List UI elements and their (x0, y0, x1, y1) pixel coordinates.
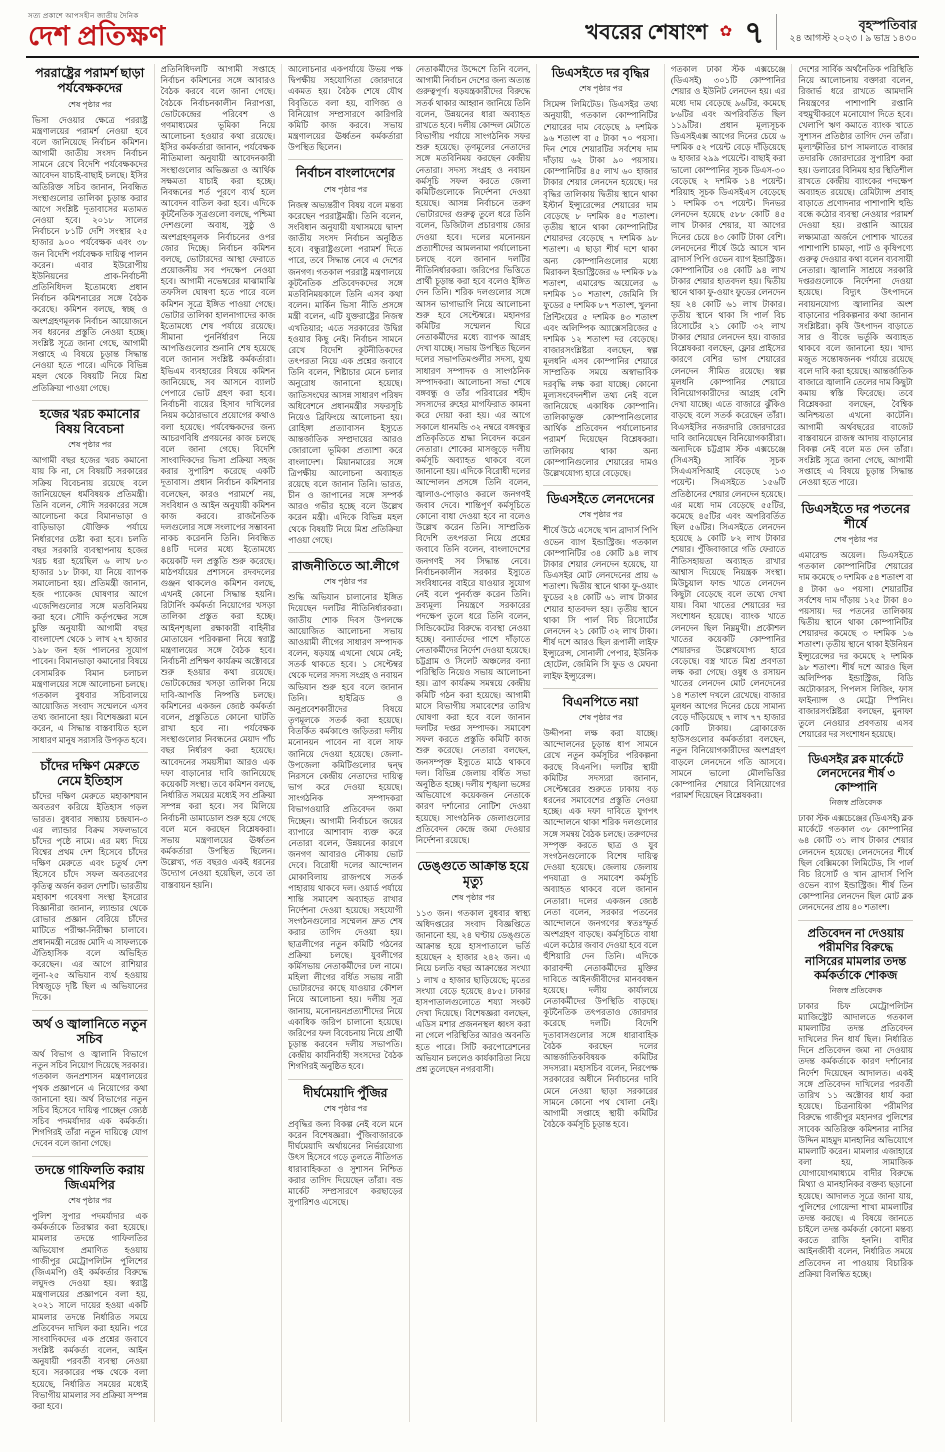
continued-label: শেষ পৃষ্ঠার পর (67, 1196, 112, 1206)
article-body: নেতাকর্মীদের উদ্দেশে তিনি বলেন, আগামী নির্বাচন দেশের জন্য অত্যন্ত গুরুত্বপূর্ণ। ষড়যন্ত্রকারীদের বিরুদ্ধে সতর্ক থাকার আহ্বান জানিয়ে তিনি বলেন, উন্নয়নের ধারা অব্যাহত রাখতে হবে। দলীয় কোন্দল মেটাতে বিভাগীয় পর্যায়ে সাংগঠনিক সফর শুরু হয়েছে। তৃণমূলের নেতাদের সঙ্গে মতবিনিময় করছেন কেন্দ্রীয় নেতারা। সদস্য সংগ্রহ ও নবায়ন কর্মসূচি সফল করতে জেলা কমিটিগুলোকে নির্দেশনা দেওয়া হয়েছে। আসন্ন নির্বাচনে তরুণ ভোটারদের গুরুত্ব তুলে ধরে তিনি বলেন, ডিজিটাল প্রচারণায় জোর দেওয়া হবে। দলের মনোনয়ন প্রত্যাশীদের আমলনামা পর্যালোচনা চলছে বলে জানান দলটির নীতিনির্ধারকরা। জরিপের ভিত্তিতে প্রার্থী চূড়ান্ত করা হবে বলেও ইঙ্গিত দেন তিনি। শরিক দলগুলোর সঙ্গে আসন ভাগাভাগি নিয়ে আলোচনা শুরু হবে সেপ্টেম্বরে। মহানগর কমিটির সম্মেলন ঘিরে নেতাকর্মীদের মধ্যে ব্যাপক আগ্রহ দেখা যাচ্ছে। সভায় উপস্থিত ছিলেন দলের সভাপতিমণ্ডলীর সদস্য, যুগ্ম সাধারণ সম্পাদক ও সাংগঠনিক সম্পাদকরা। আলোচনা সভা শেষে বঙ্গবন্ধু ও তাঁর পরিবারের শহীদ সদস্যদের রুহের মাগফিরাত কামনা করে দোয়া করা হয়। এর আগে সকালে ধানমন্ডি ৩২ নম্বরে বঙ্গবন্ধুর প্রতিকৃতিতে শ্রদ্ধা নিবেদন করেন নেতারা। শোকের মাসজুড়ে দলীয় কর্মসূচি অব্যাহত থাকবে বলে জানানো হয়। এদিকে বিরোধী দলের আন্দোলন প্রসঙ্গে তিনি বলেন, জ্বালাও-পোড়াও করলে জনগণই জবাব দেবে। শান্তিপূর্ণ কর্মসূচিতে কোনো বাধা দেওয়া হবে না বলেও উল্লেখ করেন তিনি। সাম্প্রতিক বিদেশি তৎপরতা নিয়ে প্রশ্নের জবাবে তিনি বলেন, বাংলাদেশের জনগণই সব সিদ্ধান্ত নেবে। নির্বাচনকালীন সরকার ইস্যুতে সংবিধানের বাইরে যাওয়ার সুযোগ নেই বলে পুনর্ব্যক্ত করেন তিনি। দ্রব্যমূল্য নিয়ন্ত্রণে সরকারের পদক্ষেপ তুলে ধরে তিনি বলেন, সিন্ডিকেটের বিরুদ্ধে ব্যবস্থা নেওয়া হচ্ছে। বন্যার্তদের পাশে দাঁড়াতে নেতাকর্মীদের নির্দেশ দেওয়া হয়েছে। চট্টগ্রাম ও সিলেট অঞ্চলের বন্যা পরিস্থিতি নিয়েও সভায় আলোচনা হয়। ত্রাণ কার্যক্রম সমন্বয়ে কেন্দ্রীয় কমিটি গঠন করা হয়েছে। আগামী মাসে বিভাগীয় সমাবেশের তারিখ ঘোষণা করা হবে বলে জানান দলটির দপ্তর সম্পাদক। সমাবেশ সফল করতে প্রস্তুতি কমিটি কাজ শুরু করেছে। নেতারা বলছেন, জনসম্পৃক্ত ইস্যুতে মাঠে থাকবে দল। বিভিন্ন জেলায় বর্ধিত সভা অনুষ্ঠিত হচ্ছে। দলীয় শৃঙ্খলা ভঙ্গের অভিযোগে কয়েকজন নেতাকে কারণ দর্শানোর নোটিশ দেওয়া হয়েছে। সাংগঠনিক জেলাগুলোর প্রতিবেদন কেন্দ্রে জমা দেওয়ার নির্দেশনা রয়েছে। (415, 65, 531, 845)
article-block (32, 400, 148, 746)
newspaper-logo: দেশ প্রতিক্ষণ (28, 21, 166, 51)
continued-label: শেষ পৃষ্ঠার পর (323, 184, 368, 194)
article-body: অর্থ বিভাগ ও জ্বালানি বিভাগে নতুন সচিব নিয়োগ দিয়েছে সরকার। গতকাল জনপ্রশাসন মন্ত্রণালয়ের পৃথক প্রজ্ঞাপনে এ নিয়োগের কথা জানানো হয়। অর্থ বিভাগের নতুন সচিব হিসেবে দায়িত্ব পাচ্ছেন জ্যেষ্ঠ সচিব পদমর্যাদার এক কর্মকর্তা। শিগগিরই তাঁরা নতুন দায়িত্বে যোগ দেবেন বলে জানা গেছে। (32, 1050, 148, 1149)
article-block (671, 64, 786, 801)
article-body: শুদ্ধি অভিযান চালানোর ইঙ্গিত দিয়েছেন দলটির নীতিনির্ধারকরা। জাতীয় শোক দিবস উপলক্ষে আয়োজিত আলোচনা সভায় আওয়ামী লীগের সাধারণ সম্পাদক বলেন, ষড়যন্ত্র এখনো থেমে নেই; সতর্ক থাকতে হবে। ১ সেপ্টেম্বর থেকে দলের সদস্য সংগ্রহ ও নবায়ন অভিযান শুরু হবে বলে জানান তিনি। হাইব্রিড ও অনুপ্রবেশকারীদের বিষয়ে তৃণমূলকে সতর্ক করা হয়েছে। বিতর্কিত কর্মকাণ্ডে জড়িতরা দলীয় মনোনয়ন পাবেন না বলে সাফ জানিয়ে দেওয়া হয়েছে। জেলা-উপজেলা কমিটিগুলোর দ্বন্দ্ব নিরসনে কেন্দ্রীয় নেতাদের দায়িত্ব ভাগ করে দেওয়া হয়েছে। সাংগঠনিক সম্পাদকরা বিভাগওয়ারি প্রতিবেদন জমা দিচ্ছেন। আগামী নির্বাচনে জয়ের ব্যাপারে আশাবাদ ব্যক্ত করে নেতারা বলেন, উন্নয়নের কারণে জনগণ আবারও নৌকায় ভোট দেবে। বিরোধী দলের আন্দোলন মোকাবিলায় রাজপথে সতর্ক পাহারায় থাকবে দল। ওয়ার্ড পর্যায়ে শান্তি সমাবেশ অব্যাহত রাখার নির্দেশনা দেওয়া হয়েছে। সহযোগী সংগঠনগুলোর সম্মেলন দ্রুত শেষ করার তাগিদ দেওয়া হয়। ছাত্রলীগের নতুন কমিটি গঠনের প্রক্রিয়া চলছে। যুবলীগের কর্মিসভায় নেতাকর্মীদের ঢল নামে। মহিলা লীগের বর্ধিত সভায় নারী ভোটারদের কাছে যাওয়ার কৌশল নিয়ে আলোচনা হয়। দলীয় সূত্র জানায়, মনোনয়নপ্রত্যাশীদের নিয়ে একাধিক জরিপ চালানো হয়েছে। জরিপের ফল বিবেচনায় নিয়ে প্রার্থী চূড়ান্ত করবেন দলীয় সভাপতি। কেন্দ্রীয় কার্যনির্বাহী সংসদের বৈঠক শিগগিরই অনুষ্ঠিত হবে। (288, 593, 403, 1072)
continued-label: শেষ পৃষ্ঠার পর (578, 84, 623, 94)
article-headline: ডিএসইতে দর পতনের শীর্ষে (801, 501, 910, 531)
article-body: গতকাল ঢাকা স্টক এক্সচেঞ্জে (ডিএসই) ৩০১টি কোম্পানির শেয়ার ও ইউনিট লেনদেন হয়। এর মধ্যে দাম বেড়েছে ৯৬টির, কমেছে ৮৬টির এবং অপরিবর্তিত ছিল ১১৯টির। প্রধান মূল্যসূচক ডিএসইএক্স আগের দিনের চেয়ে ৬ দশমিক ৫২ পয়েন্ট বেড়ে দাঁড়িয়েছে ৬ হাজার ২৯৯ পয়েন্টে। বাছাই করা ভালো কোম্পানির সূচক ডিএস-৩০ বেড়েছে ২ দশমিক ১৪ পয়েন্ট। শরিয়াহ সূচক ডিএসইএস বেড়েছে ১ দশমিক ৩৭ পয়েন্ট। দিনভর লেনদেন হয়েছে ৫৮৮ কোটি ৪৫ লাখ টাকার শেয়ার, যা আগের দিনের চেয়ে ৪৩ কোটি টাকা বেশি। লেনদেনের শীর্ষে উঠে আসে খান ব্রাদার্স পিপি ওভেন ব্যাগ ইন্ডাস্ট্রিজ। কোম্পানিটির ৩৪ কোটি ৯৪ লাখ টাকার শেয়ার হাতবদল হয়। দ্বিতীয় স্থানে থাকা ফু-ওয়াং ফুডের লেনদেন হয় ২৪ কোটি ৬১ লাখ টাকার। তৃতীয় স্থানে থাকা সি পার্ল বিচ রিসোর্টের ২১ কোটি ৩২ লাখ টাকার শেয়ার লেনদেন হয়। বাজার বিশ্লেষকরা বলছেন, ফ্লোর প্রাইসের কারণে বেশির ভাগ শেয়ারের লেনদেন সীমিত রয়েছে। স্বল্প মূলধনি কোম্পানির শেয়ারে বিনিয়োগকারীদের আগ্রহ বেশি দেখা যাচ্ছে। এতে বাজারে ঝুঁকিও বাড়ছে বলে সতর্ক করেছেন তাঁরা। বিএসইসির নজরদারি জোরদারের দাবি জানিয়েছেন বিনিয়োগকারীরা। অন্যদিকে চট্টগ্রাম স্টক এক্সচেঞ্জে (সিএসই) সার্বিক সূচক সিএএসপিআই বেড়েছে ১৩ পয়েন্ট। সিএসইতে ১৫৬টি প্রতিষ্ঠানের শেয়ার লেনদেন হয়েছে। এর মধ্যে দাম বেড়েছে ৫৫টির, কমেছে ৪৫টির এবং অপরিবর্তিত ছিল ৫৬টির। সিএসইতে লেনদেন হয়েছে ৯ কোটি ৮২ লাখ টাকার শেয়ার। পুঁজিবাজারে গতি ফেরাতে নীতিসহায়তা অব্যাহত রাখার আশ্বাস দিয়েছে নিয়ন্ত্রক সংস্থা। মিউচুয়াল ফান্ড খাতে লেনদেন কিছুটা বেড়েছে বলে তথ্যে দেখা যায়। বিমা খাতের শেয়ারের দর সংশোধন হয়েছে। ব্যাংক খাতে লেনদেন ছিল নিম্নমুখী। প্রকৌশল খাতের কয়েকটি কোম্পানির শেয়ারদর উল্লেখযোগ্য হারে বেড়েছে। বস্ত্র খাতে মিশ্র প্রবণতা লক্ষ করা গেছে। ওষুধ ও রসায়ন খাতের লেনদেন মোট লেনদেনের ১৪ শতাংশ দখলে রেখেছে। বাজার মূলধন আগের দিনের চেয়ে সামান্য বেড়ে দাঁড়িয়েছে ৭ লাখ ৭৭ হাজার কোটি টাকায়। ব্রোকারেজ হাউসগুলোর কর্মকর্তারা বলছেন, নতুন বিনিয়োগকারীদের অংশগ্রহণ বাড়লে লেনদেনে গতি আসবে। সামনে ভালো মৌলভিত্তির কোম্পানির শেয়ারে বিনিয়োগের পরামর্শ দিয়েছেন বিশ্লেষকরা। (670, 65, 786, 801)
article-headline: রাজনীতিতে আ.লীগে (291, 558, 399, 573)
article-block (798, 495, 913, 740)
article-headline: ডিএসইর ব্লক মার্কেটে লেনদেনের শীর্ষ ৩ কোম্পানি (808, 753, 904, 794)
continued-label: শেষ পৃষ্ঠার পর (323, 1103, 368, 1113)
flower-ornament-icon: ✿ (719, 23, 733, 40)
article-headline: হজের খরচ কমানোর বিষয় বিবেচনা (39, 406, 140, 437)
byline-label: নিজস্ব প্রতিবেদক (829, 985, 883, 995)
column-2 (154, 64, 282, 1422)
content-columns (26, 64, 919, 1422)
continued-label: শেষ পৃষ্ঠার পর (833, 535, 878, 545)
article-body: শীর্ষে উঠে এসেছে খান ব্রাদার্স পিপি ওভেন ব্যাগ ইন্ডাস্ট্রিজ। গতকাল কোম্পানিটির ৩৪ কোটি ৯৪ লাখ টাকার শেয়ার লেনদেন হয়েছে, যা ডিএসইর মোট লেনদেনের প্রায় ৬ শতাংশ। দ্বিতীয় স্থানে থাকা ফু-ওয়াং ফুডের ২৪ কোটি ৬১ লাখ টাকার শেয়ার হাতবদল হয়। তৃতীয় স্থানে থাকা সি পার্ল বিচ রিসোর্টের লেনদেন ২১ কোটি ৩২ লাখ টাকা। শীর্ষ দশে আরও ছিল রূপালী লাইফ ইন্স্যুরেন্স, সোনালী পেপার, ইউনিক হোটেল, জেমিনি সি ফুড ও মেঘনা লাইফ ইন্স্যুরেন্স। (543, 526, 658, 681)
article-headline: চাঁদের দক্ষিণ মেরুতে নেমে ইতিহাস (40, 758, 140, 789)
column-7 (791, 64, 919, 1422)
date-block (789, 18, 917, 46)
article-block (416, 64, 531, 846)
article-headline: ডিএসইতে লেনদেনের (546, 492, 655, 507)
column-5 (536, 64, 664, 1422)
article-body: প্রতিনিধিদলটি আগামী সপ্তাহে নির্বাচন কমিশনের সঙ্গে আবারও বৈঠক করবে বলে জানা গেছে। বৈঠকে নির্বাচনকালীন নিরাপত্তা, ভোটকেন্দ্রের পরিবেশ ও গণমাধ্যমের ভূমিকা নিয়ে আলোচনা হওয়ার কথা রয়েছে। ইসির কর্মকর্তারা জানান, পর্যবেক্ষক নীতিমালা অনুযায়ী আবেদনকারী সংস্থাগুলোর অভিজ্ঞতা ও আর্থিক সক্ষমতা যাচাই করা হচ্ছে। নিবন্ধনের শর্ত পূরণে ব্যর্থ হলে আবেদন বাতিল করা হবে। এদিকে কূটনৈতিক সূত্রগুলো বলছে, পশ্চিমা দেশগুলো অবাধ, সুষ্ঠু ও অংশগ্রহণমূলক নির্বাচনের ওপর জোর দিচ্ছে। নির্বাচন কমিশন বলছে, ভোটারদের আস্থা ফেরাতে প্রয়োজনীয় সব পদক্ষেপ নেওয়া হবে। আগামী নভেম্বরের মাঝামাঝি তফসিল ঘোষণা হতে পারে বলে কমিশন সূত্রে ইঙ্গিত পাওয়া গেছে। ভোটার তালিকা হালনাগাদের কাজ ইতোমধ্যে শেষ পর্যায়ে রয়েছে। সীমানা পুনর্নির্ধারণ নিয়ে আপত্তিগুলোর শুনানি শেষ হয়েছে বলে জানান সংশ্লিষ্ট কর্মকর্তারা। ইভিএম ব্যবহারের বিষয়ে কমিশন জানিয়েছে, সব আসনে ব্যালট পেপারে ভোট গ্রহণ করা হবে। নির্বাচনী ব্যয়ের হিসাব দাখিলের নিয়ম কঠোরভাবে প্রয়োগের কথাও বলা হয়েছে। পর্যবেক্ষকদের জন্য আচরণবিধি প্রণয়নের কাজ চলছে বলে জানা গেছে। বিদেশি সাংবাদিকদের ভিসা প্রক্রিয়া সহজ করার সুপারিশ করেছে একটি দূতাবাস। প্রধান নির্বাচন কমিশনার বলেছেন, কারও পরামর্শে নয়, সংবিধান ও আইন অনুযায়ী কমিশন কাজ করবে। রাজনৈতিক দলগুলোর সঙ্গে সংলাপের সম্ভাবনা নাকচ করেননি তিনি। নিবন্ধিত ৪৪টি দলের মধ্যে ইতোমধ্যে কয়েকটি দল প্রস্তুতি শুরু করেছে। মাঠপর্যায়ের প্রশাসনে রদবদলের গুঞ্জন থাকলেও কমিশন বলছে, এখনই কোনো সিদ্ধান্ত হয়নি। রিটার্নিং কর্মকর্তা নিয়োগের খসড়া তালিকা প্রস্তুত করা হচ্ছে। আইনশৃঙ্খলা রক্ষাকারী বাহিনীর মোতায়েন পরিকল্পনা নিয়ে স্বরাষ্ট্র মন্ত্রণালয়ের সঙ্গে বৈঠক হবে। নির্বাচনী প্রশিক্ষণ কার্যক্রম অক্টোবরে শুরু হওয়ার কথা রয়েছে। ভোটকেন্দ্রের খসড়া তালিকা নিয়ে দাবি-আপত্তি নিষ্পত্তি চলছে। কমিশনের একজন জ্যেষ্ঠ কর্মকর্তা বলেন, প্রস্তুতিতে কোনো ঘাটতি রাখা হবে না। পর্যবেক্ষক সংস্থাগুলোর নিবন্ধনের মেয়াদ পাঁচ বছর নির্ধারণ করা হয়েছে। আবেদনের সময়সীমা আরও এক দফা বাড়ানোর দাবি জানিয়েছে কয়েকটি সংস্থা। তবে কমিশন বলছে, নির্ধারিত সময়ের মধ্যেই সব প্রক্রিয়া সম্পন্ন করা হবে। সব মিলিয়ে নির্বাচনী ডামাডোল শুরু হয়ে গেছে বলে মনে করছেন বিশ্লেষকরা। সভায় মন্ত্রণালয়ের ঊর্ধ্বতন কর্মকর্তারা উপস্থিত ছিলেন। উল্লেখ্য, গত বছরও একই ধরনের উদ্যোগ নেওয়া হয়েছিল, তবে তা বাস্তবায়ন হয়নি। (160, 65, 276, 890)
article-body: সিমেন্স লিমিটেড। ডিএসইর তথ্য অনুযায়ী, গতকাল কোম্পানিটির শেয়ারের দাম বেড়েছে ৯ দশমিক ৯৬ শতাংশ বা ৫ টাকা ৭০ পয়সা। দিন শেষে শেয়ারটির সর্বশেষ দাম দাঁড়ায় ৬২ টাকা ৯০ পয়সায়। কোম্পানিটির ৪৫ লাখ ৬০ হাজার টাকার শেয়ার লেনদেন হয়েছে। দর বৃদ্ধির তালিকায় দ্বিতীয় স্থানে থাকা ইস্টার্ন ইন্স্যুরেন্সের শেয়ারের দাম বেড়েছে ৮ দশমিক ৪৫ শতাংশ। তৃতীয় স্থানে থাকা কোম্পানিটির শেয়ারদর বেড়েছে ৭ দশমিক ৯৮ শতাংশ। এ ছাড়া শীর্ষ দশে থাকা অন্য কোম্পানিগুলোর মধ্যে মিরাকল ইন্ডাস্ট্রিজের ৬ দশমিক ৮৯ শতাংশ, এমারেল্ড অয়েলের ৬ দশমিক ১০ শতাংশ, জেমিনি সি ফুডের ৫ দশমিক ৮৭ শতাংশ, খুলনা প্রিন্টিংয়ের ৫ দশমিক ৪৩ শতাংশ এবং অলিম্পিক অ্যাক্সেসরিজের ৫ দশমিক ১২ শতাংশ দর বেড়েছে। বাজারসংশ্লিষ্টরা বলছেন, স্বল্প মূলধনি এসব কোম্পানির শেয়ারে সাম্প্রতিক সময়ে অস্বাভাবিক দরবৃদ্ধি লক্ষ করা যাচ্ছে। কোনো মূল্যসংবেদনশীল তথ্য নেই বলে জানিয়েছে একাধিক কোম্পানি। তালিকাভুক্ত কোম্পানিগুলোর আর্থিক প্রতিবেদন পর্যালোচনার পরামর্শ দিয়েছেন বিশ্লেষকরা। তালিকায় থাকা অন্য কোম্পানিগুলোর শেয়ারের দামও উল্লেখযোগ্য হারে বেড়েছে। (543, 100, 658, 478)
article-headline: পররাষ্ট্রের পরামর্শ ছাড়া পর্যবেক্ষকদের (35, 66, 145, 96)
article-block (288, 64, 403, 153)
article-body: পুলিশ সুপার পদমর্যাদার এক কর্মকর্তাকে তিরস্কার করা হয়েছে। মামলার তদন্তে গাফিলতির অভিযোগ প্রমাণিত হওয়ায় গাজীপুর মেট্রোপলিটন পুলিশের (জিএমপি) ওই কর্মকর্তার বিরুদ্ধে লঘুদণ্ড দেওয়া হয়। স্বরাষ্ট্র মন্ত্রণালয়ের প্রজ্ঞাপনে বলা হয়, ২০২১ সালে দায়ের হওয়া একটি মামলার তদন্তে নির্ধারিত সময়ে প্রতিবেদন দাখিল করা হয়নি। পরে সাংবাদিকদের এক প্রশ্নের জবাবে সংশ্লিষ্ট কর্মকর্তা বলেন, আইন অনুযায়ী পরবর্তী ব্যবস্থা নেওয়া হবে। সরকারের পক্ষ থেকে বলা হয়েছে, নির্ধারিত সময়ের মধ্যেই বিভাগীয় মামলার সব প্রক্রিয়া সম্পন্ন করা হবে। (32, 1212, 148, 1411)
column-6 (664, 64, 792, 1422)
masthead-divider (776, 14, 777, 50)
article-body: নিজস্ব অভ্যন্তরীণ বিষয় বলে মন্তব্য করেছেন পররাষ্ট্রমন্ত্রী। তিনি বলেন, সংবিধান অনুযায়ী যথাসময়ে দ্বাদশ জাতীয় সংসদ নির্বাচন অনুষ্ঠিত হবে। বন্ধুরাষ্ট্রগুলো পরামর্শ দিতে পারে, তবে সিদ্ধান্ত নেবে এ দেশের জনগণ। গতকাল পররাষ্ট্র মন্ত্রণালয়ে কূটনৈতিক প্রতিবেদকদের সঙ্গে মতবিনিময়কালে তিনি এসব কথা বলেন। মার্কিন ভিসা নীতি প্রসঙ্গে মন্ত্রী বলেন, এটি যুক্তরাষ্ট্রের নিজস্ব এখতিয়ার; এতে সরকারের উদ্বিগ্ন হওয়ার কিছু নেই। নির্বাচন সামনে রেখে বিদেশি কূটনীতিকদের তৎপরতা নিয়ে এক প্রশ্নের জবাবে তিনি বলেন, শিষ্টাচার মেনে চলার অনুরোধ জানানো হয়েছে। জাতিসংঘের আসন্ন সাধারণ পরিষদ অধিবেশনে প্রধানমন্ত্রীর সফরসূচি নিয়েও ব্রিফিংয়ে আলোচনা হয়। রোহিঙ্গা প্রত্যাবাসন ইস্যুতে আন্তর্জাতিক সম্প্রদায়ের আরও জোরালো ভূমিকা প্রত্যাশা করে বাংলাদেশ। মিয়ানমারের সঙ্গে ত্রিপক্ষীয় আলোচনা অব্যাহত রয়েছে বলে জানান তিনি। ভারত, চীন ও জাপানের সঙ্গে সম্পর্ক আরও গভীর হচ্ছে বলে উল্লেখ করেন মন্ত্রী। এদিকে বিভিন্ন মহল থেকে বিষয়টি নিয়ে মিশ্র প্রতিক্রিয়া পাওয়া গেছে। (288, 200, 403, 545)
continued-label: শেষ পৃষ্ঠার পর (67, 440, 112, 450)
page-number: ৭ (744, 14, 765, 50)
continued-label: শেষ পৃষ্ঠার পর (451, 892, 495, 902)
column-1 (26, 64, 154, 1422)
logo-block (28, 10, 166, 50)
article-block (288, 1079, 403, 1209)
article-block (288, 159, 403, 546)
continued-label: শেষ পৃষ্ঠার পর (578, 713, 623, 722)
article-block (288, 552, 403, 1073)
article-body: ভিসা দেওয়ার ক্ষেত্রে পররাষ্ট্র মন্ত্রণালয়ের পরামর্শ নেওয়া হবে বলে জানিয়েছে নির্বাচন কমিশন। আগামী জাতীয় সংসদ নির্বাচন সামনে রেখে বিদেশি পর্যবেক্ষকদের আবেদন যাচাই-বাছাই চলছে। ইসির অতিরিক্ত সচিব জানান, নিবন্ধিত সংস্থাগুলোর তালিকা চূড়ান্ত করার আগে সংশ্লিষ্ট দূতাবাসের মতামত নেওয়া হবে। ২০১৮ সালের নির্বাচনে ৮১টি দেশি সংস্থার ২৫ হাজার ৯০০ পর্যবেক্ষক এবং ৩৮ জন বিদেশি পর্যবেক্ষক দায়িত্ব পালন করেন। এবার ইউরোপীয় ইউনিয়নের প্রাক-নির্বাচনী প্রতিনিধিদল ইতোমধ্যে প্রধান নির্বাচন কমিশনারের সঙ্গে বৈঠক করেছে। কমিশন বলছে, স্বচ্ছ ও অংশগ্রহণমূলক নির্বাচন আয়োজনে সব ধরনের প্রস্তুতি নেওয়া হচ্ছে। সংশ্লিষ্ট সূত্রে জানা গেছে, আগামী সপ্তাহে এ বিষয়ে চূড়ান্ত সিদ্ধান্ত নেওয়া হতে পারে। এদিকে বিভিন্ন মহল থেকে বিষয়টি নিয়ে মিশ্র প্রতিক্রিয়া পাওয়া গেছে। (32, 115, 148, 393)
article-body: উদ্দীপনা লক্ষ করা যাচ্ছে। আন্দোলনের চূড়ান্ত ধাপ সামনে রেখে নতুন কর্মসূচির পরিকল্পনা করছে বিএনপি। দলটির স্থায়ী কমিটির সদস্যরা জানান, সেপ্টেম্বরের শুরুতে ঢাকায় বড় ধরনের সমাবেশের প্রস্তুতি নেওয়া হচ্ছে। এক দফা দাবিতে যুগপৎ আন্দোলনে থাকা শরিক দলগুলোর সঙ্গে সমন্বয় বৈঠক চলছে। তরুণদের সম্পৃক্ত করতে ছাত্র ও যুব সংগঠনগুলোকে বিশেষ দায়িত্ব দেওয়া হয়েছে। জেলায় জেলায় পদযাত্রা ও সমাবেশ কর্মসূচি অব্যাহত থাকবে বলে জানান নেতারা। দলের একজন জ্যেষ্ঠ নেতা বলেন, সরকার পতনের আন্দোলনে জনগণের স্বতঃস্ফূর্ত অংশগ্রহণ বাড়ছে। কর্মসূচিতে বাধা এলে কঠোর জবাব দেওয়া হবে বলে হুঁশিয়ারি দেন তিনি। এদিকে কারাবন্দী নেতাকর্মীদের মুক্তির দাবিতে আইনজীবীদের মানববন্ধন হয়েছে। দলীয় কার্যালয়ে নেতাকর্মীদের উপস্থিতি বাড়ছে। কূটনৈতিক তৎপরতাও জোরদার করেছে দলটি। বিদেশি দূতাবাসগুলোর সঙ্গে ধারাবাহিক বৈঠক করছেন দলের আন্তর্জাতিকবিষয়ক কমিটির সদস্যরা। মহাসচিব বলেন, নিরপেক্ষ সরকারের অধীনে নির্বাচনের দাবি মেনে নেওয়া ছাড়া সরকারের সামনে কোনো পথ খোলা নেই। আগামী সপ্তাহে স্থায়ী কমিটির বৈঠকে কর্মসূচি চূড়ান্ত হবে। (543, 729, 658, 1130)
article-headline: তদন্তে গাফিলতি করায় জিএমপির (35, 1162, 145, 1192)
article-block (798, 746, 913, 914)
weekday-label: বৃহস্পতিবার (858, 18, 917, 33)
article-body: ১১৩ জন। গতকাল বুধবার স্বাস্থ্য অধিদপ্তরের সংবাদ বিজ্ঞপ্তিতে জানানো হয়, ২৪ ঘণ্টায় ডেঙ্গুতে আক্রান্ত হয়ে হাসপাতালে ভর্তি হয়েছেন ২ হাজার ২৪২ জন। এ নিয়ে চলতি বছর আক্রান্তের সংখ্যা ১ লাখ ৫ হাজার ছাড়িয়েছে; মৃতের সংখ্যা বেড়ে হয়েছে ৪৮৫। ঢাকার হাসপাতালগুলোতে শয্যা সংকট দেখা দিয়েছে। বিশেষজ্ঞরা বলছেন, এডিস মশার প্রজননস্থল ধ্বংস করা না গেলে পরিস্থিতির আরও অবনতি হতে পারে। সিটি করপোরেশনের অভিযান চললেও কার্যকারিতা নিয়ে প্রশ্ন তুলেছেন নগরবাসী। (415, 908, 531, 1074)
article-block (32, 1010, 148, 1150)
article-block (32, 1156, 148, 1413)
article-body: আলোচনার একপর্যায়ে উভয় পক্ষ দ্বিপক্ষীয় সহযোগিতা জোরদারে একমত হয়। বৈঠক শেষে যৌথ বিবৃতিতে বলা হয়, বাণিজ্য ও বিনিয়োগ সম্প্রসারণে কারিগরি কমিটি কাজ করবে। সভায় মন্ত্রণালয়ের ঊর্ধ্বতন কর্মকর্তারা উপস্থিত ছিলেন। (288, 65, 403, 153)
article-headline: দীর্ঘমেয়াদি পুঁজির (303, 1085, 388, 1100)
article-block (416, 852, 531, 1075)
column-4 (409, 64, 537, 1422)
article-headline: ডিএসইতে দর বৃদ্ধির (551, 66, 650, 80)
date-line: ২৪ আগস্ট ২০২৩ । ৯ ভাদ্র ১৪৩০ (789, 33, 917, 44)
continued-label: শেষ পৃষ্ঠার পর (578, 510, 623, 520)
article-headline: অর্থ ও জ্বালানিতে নতুন সচিব (32, 1016, 147, 1046)
article-block (543, 485, 658, 682)
section-title: খবরের শেষাংশ (585, 19, 708, 44)
article-body: ঢাকার চিফ মেট্রোপলিটন ম্যাজিস্ট্রেট আদালতে গতকাল মামলাটির তদন্ত প্রতিবেদন দাখিলের দিন ধার্য ছিল। নির্ধারিত দিনে প্রতিবেদন জমা না দেওয়ায় তদন্ত কর্মকর্তাকে কারণ দর্শানোর নির্দেশ দিয়েছেন আদালত। একই সঙ্গে প্রতিবেদন দাখিলের পরবর্তী তারিখ ১১ অক্টোবর ধার্য করা হয়েছে। চিত্রনায়িকা পরীমণির বিরুদ্ধে গাজীপুর মহানগর পুলিশের সাবেক অতিরিক্ত কমিশনার নাসির উদ্দিন মাহমুদ মানহানির অভিযোগে মামলাটি করেন। মামলার এজাহারে বলা হয়, সামাজিক যোগাযোগমাধ্যমে বাদীর বিরুদ্ধে মিথ্যা ও মানহানিকর বক্তব্য ছড়ানো হয়েছে। আদালত সূত্রে জানা যায়, পুলিশের গোয়েন্দা শাখা মামলাটির তদন্ত করছে। এ বিষয়ে জানতে চাইলে তদন্ত কর্মকর্তা কোনো মন্তব্য করতে রাজি হননি। বাদীর আইনজীবী বলেন, নির্ধারিত সময়ে প্রতিবেদন না পাওয়ায় বিচারিক প্রক্রিয়া বিলম্বিত হচ্ছে। (798, 1001, 913, 1279)
continued-label: শেষ পৃষ্ঠার পর (67, 99, 112, 109)
column-3 (281, 64, 409, 1422)
masthead-tagline: সত্য প্রকাশে আপসহীন জাতীয় দৈনিক (28, 12, 139, 20)
article-headline: ডেঙ্গুতে আক্রান্ত হয়ে মৃত্যু (417, 859, 529, 889)
article-block (543, 66, 658, 479)
article-headline: বিএনপিতে নয়া (562, 694, 639, 709)
byline-label: নিজস্ব প্রতিবেদক (829, 798, 883, 807)
continued-label: শেষ পৃষ্ঠার পর (323, 577, 368, 587)
article-body: আগামী বছর হজের খরচ কমানো যায় কি না, সে বিষয়টি সরকারের সক্রিয় বিবেচনায় রয়েছে বলে জানিয়েছেন ধর্মবিষয়ক প্রতিমন্ত্রী। তিনি বলেন, সৌদি সরকারের সঙ্গে আলোচনা করে বিমানভাড়া ও বাড়িভাড়া যৌক্তিক পর্যায়ে নির্ধারণের চেষ্টা করা হবে। চলতি বছর সরকারি ব্যবস্থাপনায় হজের খরচ ধরা হয়েছিল ৬ লাখ ৮৩ হাজার ১৮ টাকা, যা নিয়ে ব্যাপক সমালোচনা হয়। প্রতিমন্ত্রী জানান, হজ প্যাকেজ ঘোষণার আগে এজেন্সিগুলোর সঙ্গে মতবিনিময় করা হবে। সৌদি কর্তৃপক্ষের সঙ্গে চুক্তি অনুযায়ী আগামী বছর বাংলাদেশ থেকে ১ লাখ ২৭ হাজার ১৯৮ জন হজ পালনের সুযোগ পাবেন। বিমানভাড়া কমানোর বিষয়ে বেসামরিক বিমান চলাচল মন্ত্রণালয়ের সঙ্গে আলোচনা চলছে। গতকাল বুধবার সচিবালয়ে আয়োজিত সংবাদ সম্মেলনে এসব তথ্য জানানো হয়। বিশেষজ্ঞরা মনে করেন, এ সিদ্ধান্ত বাস্তবায়িত হলে সাধারণ মানুষ সরাসরি উপকৃত হবে। (32, 456, 148, 745)
article-block (798, 920, 913, 1280)
article-block (543, 688, 658, 1130)
article-block (32, 66, 148, 394)
article-body: দেশের সার্বিক অর্থনৈতিক পরিস্থিতি নিয়ে আলোচনায় বক্তারা বলেন, রিজার্ভ ধরে রাখতে আমদানি নিয়ন্ত্রণের পাশাপাশি রপ্তানি বহুমুখীকরণে মনোযোগ দিতে হবে। খেলাপি ঋণ কমাতে ব্যাংক খাতে সুশাসন প্রতিষ্ঠার তাগিদ দেন তাঁরা। মূল্যস্ফীতির চাপ সামলাতে বাজার তদারকি জোরদারের সুপারিশ করা হয়। ডলারের বিনিময় হার স্থিতিশীল রাখতে কেন্দ্রীয় ব্যাংকের পদক্ষেপ অব্যাহত রয়েছে। রেমিট্যান্স প্রবাহ বাড়াতে প্রণোদনার পাশাপাশি হুন্ডি বন্ধে কঠোর ব্যবস্থা নেওয়ার পরামর্শ দেওয়া হয়। রপ্তানি আয়ের লক্ষ্যমাত্রা অর্জনে পোশাক খাতের পাশাপাশি চামড়া, পাট ও কৃষিপণ্যে গুরুত্ব দেওয়ার কথা বলেন ব্যবসায়ী নেতারা। জ্বালানি সাশ্রয়ে সরকারি দপ্তরগুলোকে নির্দেশনা দেওয়া হয়েছে। বিদ্যুৎ উৎপাদনে নবায়নযোগ্য জ্বালানির অংশ বাড়ানোর পরিকল্পনার কথা জানান সংশ্লিষ্টরা। কৃষি উৎপাদন বাড়াতে সার ও বীজে ভর্তুকি অব্যাহত থাকবে বলে জানানো হয়। খাদ্য মজুত সন্তোষজনক পর্যায়ে রয়েছে বলে দাবি করা হয়েছে। আন্তর্জাতিক বাজারে জ্বালানি তেলের দাম কিছুটা কমায় স্বস্তি ফিরেছে। তবে বিশ্লেষকরা বলছেন, বৈশ্বিক অনিশ্চয়তা এখনো কাটেনি। আগামী অর্থবছরের বাজেট বাস্তবায়নে রাজস্ব আদায় বাড়ানোর বিকল্প নেই বলে মত দেন তাঁরা। সংশ্লিষ্ট সূত্রে জানা গেছে, আগামী সপ্তাহে এ বিষয়ে চূড়ান্ত সিদ্ধান্ত নেওয়া হতে পারে। (798, 65, 913, 488)
article-headline: নির্বাচন বাংলাদেশের (296, 166, 395, 181)
article-block (798, 64, 913, 489)
article-body: চাঁদের দক্ষিণ মেরুতে মহাকাশযান অবতরণ করিয়ে ইতিহাস গড়ল ভারত। বুধবার সন্ধ্যায় চন্দ্রযান-৩ এর ল্যান্ডার বিক্রম সফলভাবে চাঁদের পৃষ্ঠে নামে। এর মধ্য দিয়ে বিশ্বের প্রথম দেশ হিসেবে চাঁদের দক্ষিণ মেরুতে এবং চতুর্থ দেশ হিসেবে চাঁদে সফল অবতরণের কৃতিত্ব অর্জন করল দেশটি। ভারতীয় মহাকাশ গবেষণা সংস্থা ইসরোর বিজ্ঞানীরা জানান, ল্যান্ডার থেকে রোভার প্রজ্ঞান বেরিয়ে চাঁদের মাটিতে পরীক্ষা-নিরীক্ষা চালাবে। প্রধানমন্ত্রী নরেন্দ্র মোদি এ সাফল্যকে ঐতিহাসিক বলে অভিহিত করেছেন। এর আগে রাশিয়ার লুনা-২৫ অভিযান ব্যর্থ হওয়ায় বিশ্বজুড়ে দৃষ্টি ছিল এ অভিযানের দিকে। (32, 792, 148, 1003)
article-headline: প্রতিবেদন না দেওয়ায় পরীমণির বিরুদ্ধে নাসিরের মামলার তদন্ত কর্মকর্তাকে শোকজ (805, 927, 907, 982)
article-block (32, 752, 148, 1004)
article-body: এমারেল্ড অয়েল। ডিএসইতে গতকাল কোম্পানিটির শেয়ারের দাম কমেছে ৩ দশমিক ৫৪ শতাংশ বা ৪ টাকা ৬০ পয়সা। শেয়ারটির সর্বশেষ দাম দাঁড়ায় ১২৫ টাকা ৪০ পয়সায়। দর পতনের তালিকায় দ্বিতীয় স্থানে থাকা কোম্পানিটির শেয়ারদর কমেছে ৩ দশমিক ১৬ শতাংশ। তৃতীয় স্থানে থাকা ইউনিয়ন ইন্স্যুরেন্সের দর কমেছে ২ দশমিক ৯৮ শতাংশ। শীর্ষ দশে আরও ছিল অলিম্পিক ইন্ডাস্ট্রিজ, বিডি অটোকারস, পিপলস লিজিং, ফাস ফাইন্যান্স ও মেট্রো স্পিনিং। বাজারসংশ্লিষ্টরা বলছেন, মুনাফা তুলে নেওয়ার প্রবণতায় এসব শেয়ারের দর সংশোধন হয়েছে। (798, 551, 913, 739)
masthead-right (585, 14, 917, 50)
article-body: প্রবৃদ্ধির জন্য বিকল্প নেই বলে মনে করেন বিশেষজ্ঞরা। পুঁজিবাজারকে দীর্ঘমেয়াদি অর্থায়নের নির্ভরযোগ্য উৎস হিসেবে গড়ে তুলতে নীতিগত ধারাবাহিকতা ও সুশাসন নিশ্চিত করার তাগিদ দিয়েছেন তাঁরা। বন্ড মার্কেট সম্প্রসারণে করছাড়ের সুপারিশও এসেছে। (288, 1119, 403, 1208)
masthead (26, 8, 919, 58)
article-block (161, 64, 276, 891)
article-body: ঢাকা স্টক এক্সচেঞ্জের (ডিএসই) ব্লক মার্কেটে গতকাল ৩৮ কোম্পানির ৬৪ কোটি ৩১ লাখ টাকার শেয়ার লেনদেন হয়েছে। লেনদেনের শীর্ষে ছিল বেক্সিমকো লিমিটেড, সি পার্ল বিচ রিসোর্ট ও খান ব্রাদার্স পিপি ওভেন ব্যাগ ইন্ডাস্ট্রিজ। শীর্ষ তিন কোম্পানির লেনদেন ছিল মোট ব্লক লেনদেনের প্রায় ৪০ শতাংশ। (798, 814, 913, 913)
